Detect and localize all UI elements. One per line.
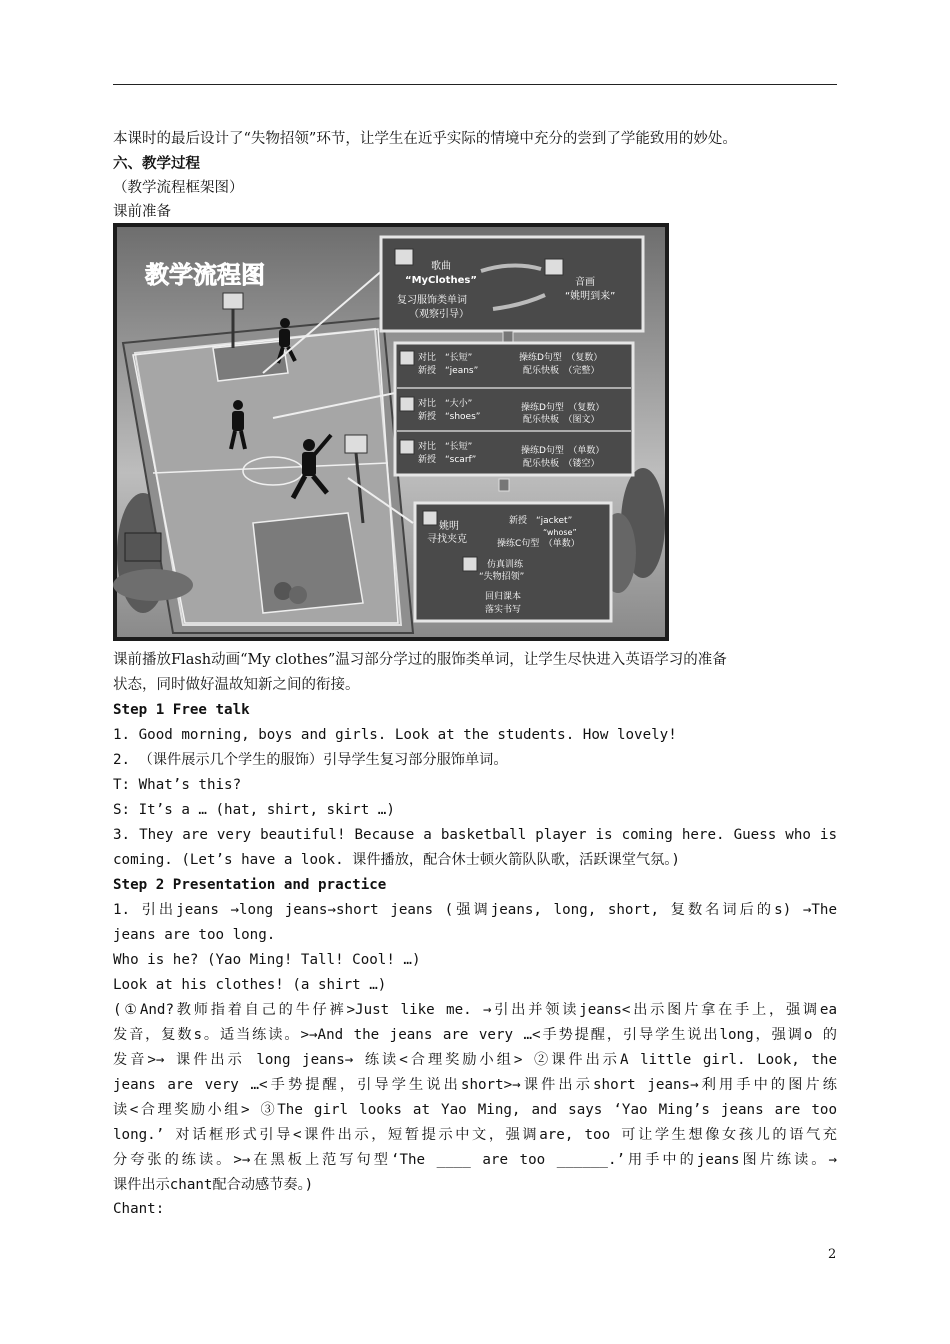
text-line: 课前准备 — [113, 204, 171, 220]
figure-label: 复习服饰类单词 — [397, 295, 467, 306]
figure-label: 寻找夹克 — [427, 534, 467, 545]
figure-label: （观察引导） — [409, 309, 469, 320]
text-line: 分夸张的练读。>→在黑板上范写句型‘The ____ are too ______.’用手中的jeans图片练读。→ — [113, 1152, 837, 1168]
figure-label: 新授 “scarf” — [418, 455, 477, 465]
text-line: 发音>→ 课件出示 long jeans→ 练读<合理奖励小组> ②课件出示A little girl. Look, the — [113, 1052, 837, 1068]
text-line: 3. They are very beautiful! Because a basketball player is coming here. Guess who is — [113, 827, 837, 843]
figure-label: 配乐快板 （镂空） — [523, 459, 600, 469]
text-line: 2. （课件展示几个学生的服饰）引导学生复习部分服饰单词。 — [113, 752, 508, 768]
figure-label: “失物招领” — [479, 572, 525, 582]
figure-label: 配乐快板 （完整） — [523, 366, 600, 376]
computer-icon — [545, 259, 563, 275]
text-line: jeans are very …<手势提醒，引导学生说出short>→课件出示short jeans→利用手中的图片练 — [113, 1077, 837, 1093]
computer-icon — [400, 397, 414, 411]
figure-label: “whose” — [543, 528, 577, 537]
figure-title: 教学流程图 — [145, 261, 265, 289]
step-heading: Step 2 Presentation and practice — [113, 877, 387, 893]
section-heading: 六、教学过程 — [113, 155, 200, 172]
text-line: S: It’s a … (hat, shirt, skirt …) — [113, 802, 395, 818]
computer-icon — [400, 440, 414, 454]
figure-label: 对比 “长短” — [418, 353, 473, 363]
text-line: 1. 引出jeans →long jeans→short jeans (强调jeans, long, short, 复数名词后的s) →The — [113, 902, 837, 918]
computer-icon — [395, 249, 413, 265]
text-line: 1. Good morning, boys and girls. Look at the students. How lovely! — [113, 727, 677, 743]
figure-label: 新授 “jacket” — [509, 516, 573, 526]
text-line: 发音，复数s。适当练读。>→And the jeans are very …<手势提醒，引导学生说出long，强调o 的 — [113, 1027, 837, 1043]
figure-label: 操练C句型 （单数） — [497, 539, 580, 549]
figure-label: 新授 “jeans” — [418, 366, 479, 376]
page-number: 2 — [828, 1247, 837, 1262]
figure-label: “姚明到来” — [565, 291, 616, 302]
figure-label: 新授 “shoes” — [418, 412, 481, 422]
figure-label: 对比 “大小” — [418, 399, 473, 409]
text-line: Who is he? (Yao Ming! Tall! Cool! …) — [113, 952, 421, 968]
header-rule — [113, 84, 837, 85]
text-line: T: What’s this? — [113, 777, 242, 793]
figure-label: 音画 — [575, 277, 595, 288]
figure-label: 仿真训练 — [487, 560, 524, 570]
teaching-flowchart-figure — [113, 223, 669, 641]
text-line: long.’ 对话框形式引导<课件出示，短暂提示中文，强调are, too 可让学生想像女孩儿的语气充 — [113, 1127, 837, 1143]
computer-icon — [400, 351, 414, 365]
computer-icon — [463, 557, 477, 571]
figure-label: 操练D句型 （复数） — [519, 353, 603, 363]
figure-label: 操练D句型 （单数） — [521, 446, 605, 456]
text-line: 本课时的最后设计了“失物招领”环节，让学生在近乎实际的情境中充分的尝到了学能致用的妙处。 — [113, 131, 737, 147]
text-line: 状态，同时做好温故知新之间的衔接。 — [113, 677, 360, 693]
text-line: Chant: — [113, 1201, 165, 1217]
text-line: 读<合理奖励小组> ③The girl looks at Yao Ming, and says ‘Yao Ming’s jeans are too — [113, 1102, 837, 1118]
text-line: 课件出示chant配合动感节奏。) — [113, 1177, 314, 1193]
figure-label: 歌曲 — [431, 261, 451, 272]
figure-label: 配乐快板 （图文） — [523, 415, 600, 425]
step-heading: Step 1 Free talk — [113, 702, 250, 718]
text-line: jeans are too long. — [113, 927, 276, 943]
figure-label: 对比 “长短” — [418, 442, 473, 452]
figure-label: “MyClothes” — [405, 275, 477, 286]
figure-label: 操练D句型 （复数） — [521, 403, 605, 413]
text-line: (①And?教师指着自己的牛仔裤>Just like me. →引出并领读jeans<出示图片拿在手上，强调ea — [113, 1002, 837, 1018]
text-line: 课前播放Flash动画“My clothes”温习部分学过的服饰类单词，让学生尽快进入英语学习的准备 — [113, 652, 727, 668]
computer-icon — [423, 511, 437, 525]
text-line: Look at his clothes! (a shirt …) — [113, 977, 387, 993]
text-line: coming. (Let’s have a look. 课件播放，配合休士顿火箭队队歌，活跃课堂气氛。) — [113, 852, 680, 868]
text-line: （教学流程框架图） — [113, 180, 244, 196]
figure-label: 落实书写 — [485, 605, 522, 615]
figure-label: 回归课本 — [485, 592, 522, 602]
figure-label: 姚明 — [439, 521, 459, 532]
